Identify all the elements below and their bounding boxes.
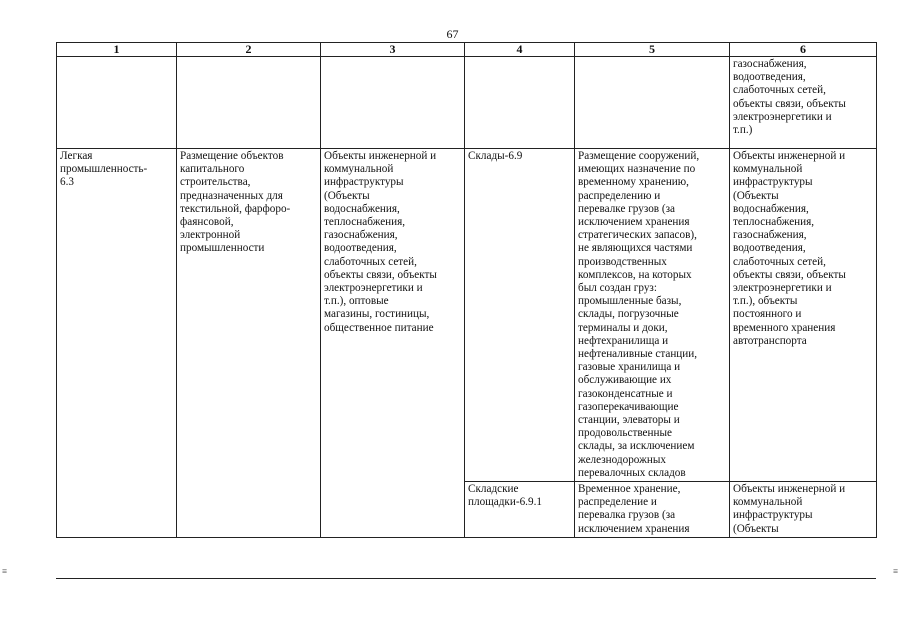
description-text: Размещение объектов капитального строительства, предназначенных для текстильной, фарфоро- фаянсовой, электронной промышленности [180,150,291,255]
cell-warehouses-description [575,149,730,482]
cont-cell-4 [465,57,575,149]
cell-warehouses-type [465,149,575,482]
cell-warehouses-objects [730,149,877,482]
cont-cell-2 [177,57,321,149]
cont-cell-6-text: газоснабжения, водоотведения, слаботочных сетей, объекты связи, объекты электроэнергетики и т.п.) [733,58,846,137]
header-col-6: 6 [730,43,877,57]
cont-cell-6 [730,57,877,149]
cont-cell-5 [575,57,730,149]
warehouses-objects-text: Объекты инженерной и коммунальной инфраструктуры (Объекты водоснабжения, теплоснабжения, газоснабжения, водоотведения, слаботочных сетей, объекты связи, объекты электроэнергетики и т.п.), объекты постоянного и временного хранения автотранспорта [733,150,846,347]
cell-permitted-objects [321,149,465,538]
continuation-row [57,57,877,149]
right-margin-mark: ≡ [893,566,899,576]
storage-sites-objects-text: Объекты инженерной и коммунальной инфраструктуры (Объекты [733,483,846,535]
table-bottom-border [56,578,876,579]
cell-storage-sites-objects [730,482,877,538]
permitted-objects-text: Объекты инженерной и коммунальной инфраструктуры (Объекты водоснабжения, теплоснабжения, газоснабжения, водоотведения, слаботочных сетей, объекты связи, объекты электроэнергетики и т.п.), оптовые магазины, гостиницы, общественное питание [324,150,437,334]
page-number: 67 [446,27,459,41]
cell-storage-sites-description [575,482,730,538]
header-col-1: 1 [57,43,177,57]
cell-storage-sites-type [465,482,575,538]
cont-cell-1 [57,57,177,149]
warehouses-type-text: Склады-6.9 [468,150,523,162]
storage-sites-description-text: Временное хранение, распределение и перевалка грузов (за исключением хранения [578,483,690,535]
cell-description [177,149,321,538]
storage-sites-type-text: Складские площадки-6.9.1 [468,483,542,509]
cell-land-use-type [57,149,177,538]
zoning-table [56,42,877,538]
header-col-5: 5 [575,43,730,57]
table-row-light-industry [57,149,877,482]
header-col-2: 2 [177,43,321,57]
cont-cell-3 [321,57,465,149]
header-col-3: 3 [321,43,465,57]
header-row [57,43,877,57]
header-col-4: 4 [465,43,575,57]
land-use-type-text: Легкая промышленность- 6.3 [60,150,148,189]
left-margin-mark: ≡ [2,566,8,576]
warehouses-description-text: Размещение сооружений, имеющих назначение по временному хранению, распределению и перевалке грузов (за исключением хранения стратегических запасов), не являющихся частями производственных комплексов, на которых был создан груз: промышленные базы, склады, погрузочные терминалы и доки, нефтехранилища и нефтеналивные станции, газовые хранилища и обслуживающие их газоконденсатные и газоперекачивающие станции, элеваторы и продовольственные склады, за исключением железнодорожных перевалочных складов [578,150,700,479]
